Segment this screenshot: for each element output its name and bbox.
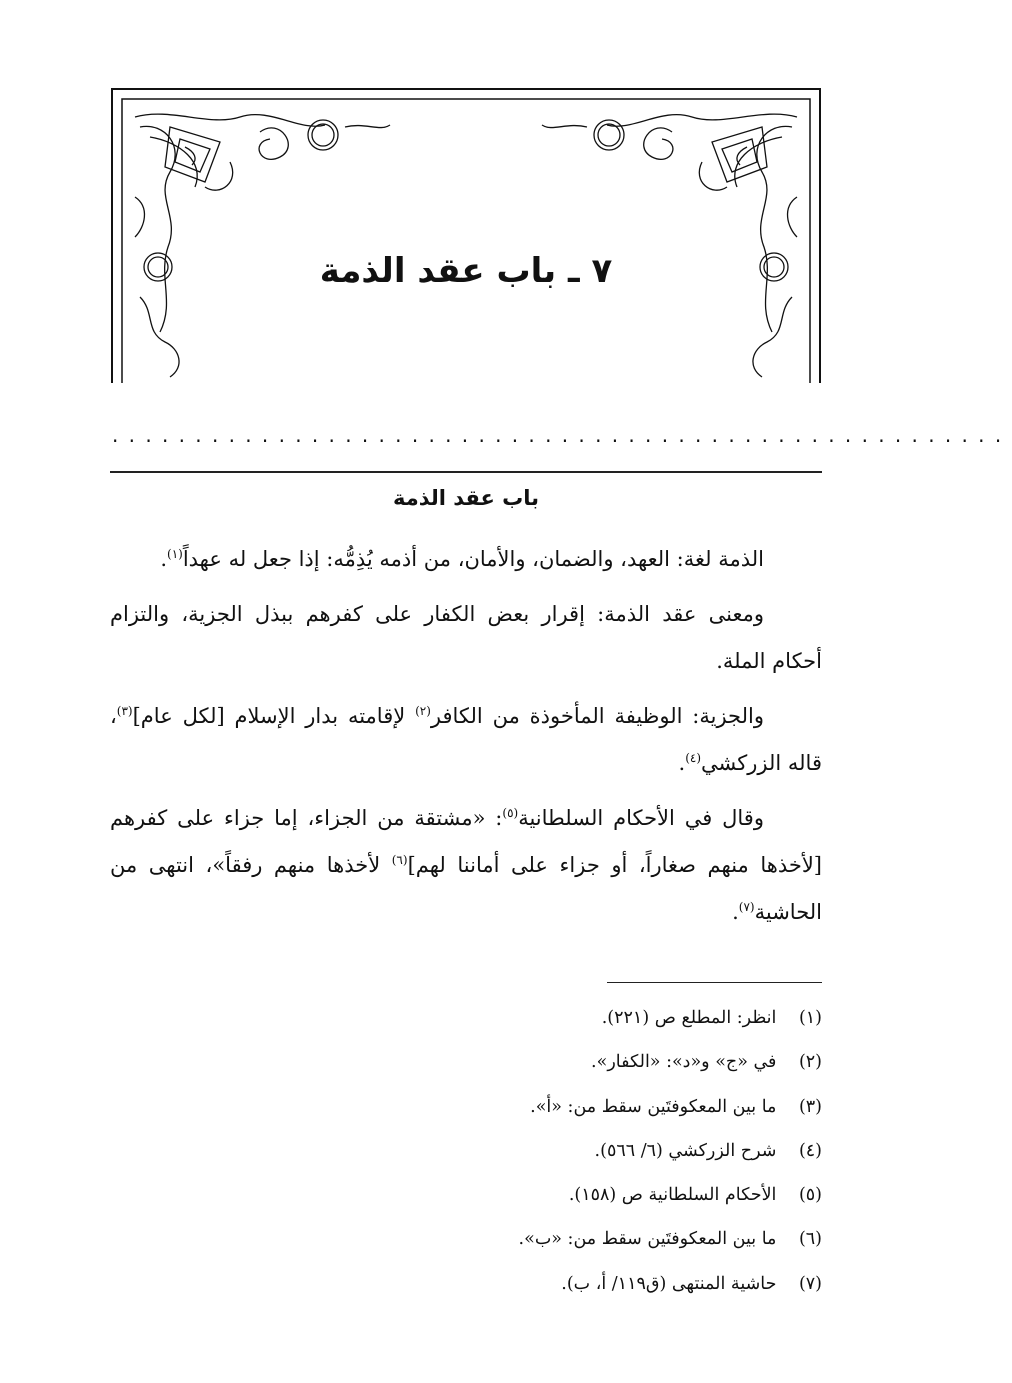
footnote-ref[interactable]: (٥)	[502, 806, 519, 820]
paragraph-jizya: والجزية: الوظيفة المأخوذة من الكافر$^{(٢)}$ لإقامته بدار الإسلام [لكل عام]$^{(٣)}$، قاله الزركشي$^{(٤)}$.	[110, 704, 822, 775]
footnote-number: (٣)	[798, 1096, 822, 1117]
section-heading: باب عقد الذمة	[392, 486, 540, 510]
footnote-item	[122, 1217, 822, 1261]
paragraph-definition: الذمة لغة: العهد، والضمان، والأمان، من أذمه يُذِمُّه: إذا جعل له عهداً$^{(١)}$.	[160, 547, 764, 571]
footnote-item	[122, 1129, 822, 1173]
footnote-ref[interactable]: (٢)	[415, 704, 431, 718]
footnote-rule	[607, 982, 822, 983]
chapter-ornamental-frame	[110, 87, 822, 383]
body-text	[110, 536, 822, 944]
footnote-item	[122, 996, 822, 1040]
footnote-item	[122, 1173, 822, 1217]
left-corner-ornament	[135, 114, 390, 377]
footnote-text: الأحكام السلطانية ص (١٥٨).	[568, 1185, 777, 1206]
footnote-number: (٧)	[798, 1273, 822, 1294]
footnote-item	[122, 1085, 822, 1129]
dotted-separator: ......................................................	[112, 423, 1012, 447]
footnote-text: في «ج» و«د»: «الكفار».	[591, 1052, 777, 1073]
footnote-number: (١)	[798, 1008, 822, 1028]
footnote-number: (٤)	[798, 1140, 822, 1161]
footnote-ref[interactable]: (٣)	[116, 704, 133, 718]
footnote-ref[interactable]: (١)	[167, 547, 183, 561]
paragraph-meaning: ومعنى عقد الذمة: إقرار بعض الكفار على كفرهم ببذل الجزية، والتزام أحكام الملة.	[110, 602, 822, 673]
footnote-ref[interactable]: (٧)	[738, 900, 755, 914]
footnote-number: (٦)	[798, 1229, 822, 1250]
horizontal-rule	[110, 471, 822, 473]
footnote-text: ما بين المعكوفتَين سقط من: «أ».	[530, 1096, 777, 1117]
footnote-ref[interactable]: (٤)	[685, 751, 702, 765]
footnote-number: (٥)	[798, 1185, 822, 1206]
footnotes-list	[122, 996, 822, 1306]
footnote-item	[122, 1040, 822, 1084]
footnote-item	[122, 1262, 822, 1306]
footnote-text: ما بين المعكوفتَين سقط من: «ب».	[518, 1229, 777, 1250]
paragraph-ahkam: وقال في الأحكام السلطانية$^{(٥)}$: «مشتقة من الجزاء، إما جزاء على كفرهم [لأخذها منهم صغاراً، أو جزاء على أماننا لهم]$^{(٦)}$ لأخذها منهم رفقاً»، انتهى من الحاشية$^{(٧)}$.	[110, 806, 822, 924]
footnote-text: انظر: المطلع ص (٢٢١).	[601, 1008, 777, 1028]
chapter-title: ٧ ـ باب عقد الذمة	[319, 251, 613, 291]
right-corner-ornament	[542, 114, 797, 377]
footnote-text: حاشية المنتهى (ق١١٩/ أ، ب).	[561, 1273, 777, 1294]
footnote-number: (٢)	[798, 1052, 822, 1073]
footnote-text: شرح الزركشي (٦/ ٥٦٦).	[594, 1140, 777, 1161]
footnote-ref[interactable]: (٦)	[391, 853, 408, 867]
